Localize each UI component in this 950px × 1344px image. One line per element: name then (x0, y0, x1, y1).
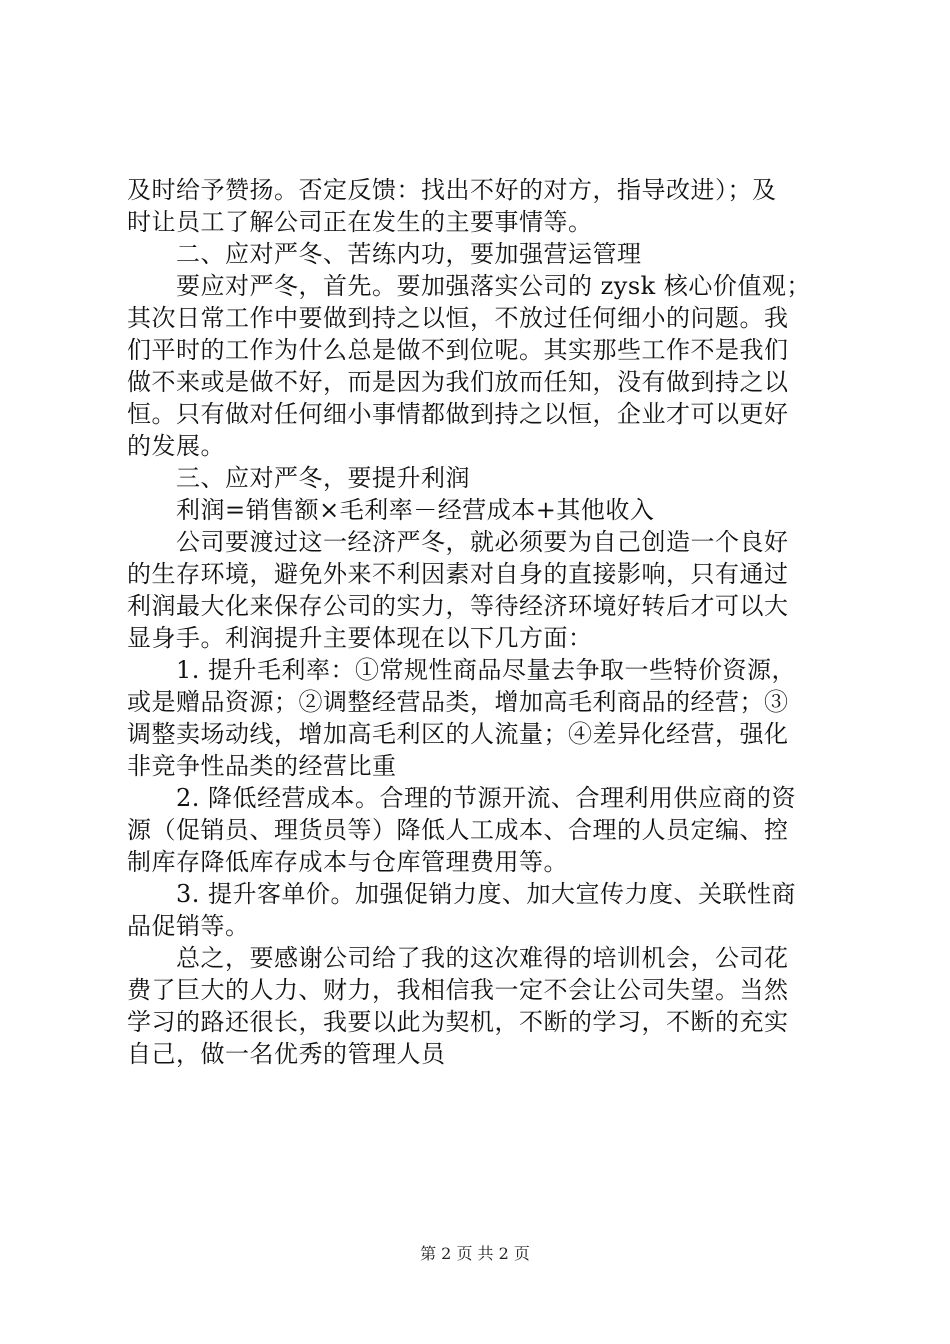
text-line: 显身手。利润提升主要体现在以下几方面： (127, 624, 593, 652)
text-line: 自己，做一名优秀的管理人员 (127, 1040, 446, 1068)
text-line: 品促销等。 (127, 912, 250, 940)
list-item-1: 1. 提升毛利率：①常规性商品尽量去争取一些特价资源， (176, 656, 797, 684)
text-line: 利润最大化来保存公司的实力，等待经济环境好转后才可以大 (127, 592, 789, 620)
text-line: 公司要渡过这一经济严冬，就必须要为自己创造一个良好 (176, 528, 789, 556)
text-line: 非竞争性品类的经营比重 (127, 752, 397, 780)
section-heading: 三、应对严冬，要提升利润 (176, 464, 470, 492)
text-line: 们平时的工作为什么总是做不到位呢。其实那些工作不是我们 (127, 336, 789, 364)
text-line: 时让员工了解公司正在发生的主要事情等。 (127, 208, 593, 236)
text-line: 其次日常工作中要做到持之以恒，不放过任何细小的问题。我 (127, 304, 789, 332)
list-item-2: 2. 降低经营成本。合理的节源开流、合理利用供应商的资 (176, 784, 797, 812)
text-line: 及时给予赞扬。否定反馈：找出不好的对方，指导改进）；及 (127, 176, 777, 204)
text-line: 费了巨大的人力、财力，我相信我一定不会让公司失望。当然 (127, 976, 789, 1004)
text-line: 调整卖场动线，增加高毛利区的人流量；④差异化经营，强化 (127, 720, 789, 748)
text-line: 源（促销员、理货员等）降低人工成本、合理的人员定编、控 (127, 816, 789, 844)
page-footer: 第 2 页 共 2 页 (420, 1244, 530, 1263)
text-line: 或是赠品资源；②调整经营品类，增加高毛利商品的经营；③ (127, 688, 789, 716)
list-item-3: 3. 提升客单价。加强促销力度、加大宣传力度、关联性商 (176, 880, 797, 908)
text-line: 学习的路还很长，我要以此为契机，不断的学习，不断的充实 (127, 1008, 789, 1036)
text-line: 的生存环境，避免外来不利因素对自身的直接影响，只有通过 (127, 560, 789, 588)
text-line: 总之，要感谢公司给了我的这次难得的培训机会，公司花 (176, 944, 789, 972)
formula-line: 利润=销售额×毛利率－经营成本+其他收入 (176, 496, 655, 524)
text-line: 恒。只有做对任何细小事情都做到持之以恒，企业才可以更好 (127, 400, 789, 428)
section-heading: 二、应对严冬、苦练内功，要加强营运管理 (176, 240, 642, 268)
text-line: 要应对严冬，首先。要加强落实公司的 zysk 核心价值观； (176, 272, 811, 300)
text-line: 制库存降低库存成本与仓库管理费用等。 (127, 848, 568, 876)
text-line: 的发展。 (127, 432, 225, 460)
text-line: 做不来或是做不好，而是因为我们放而任知，没有做到持之以 (127, 368, 789, 396)
